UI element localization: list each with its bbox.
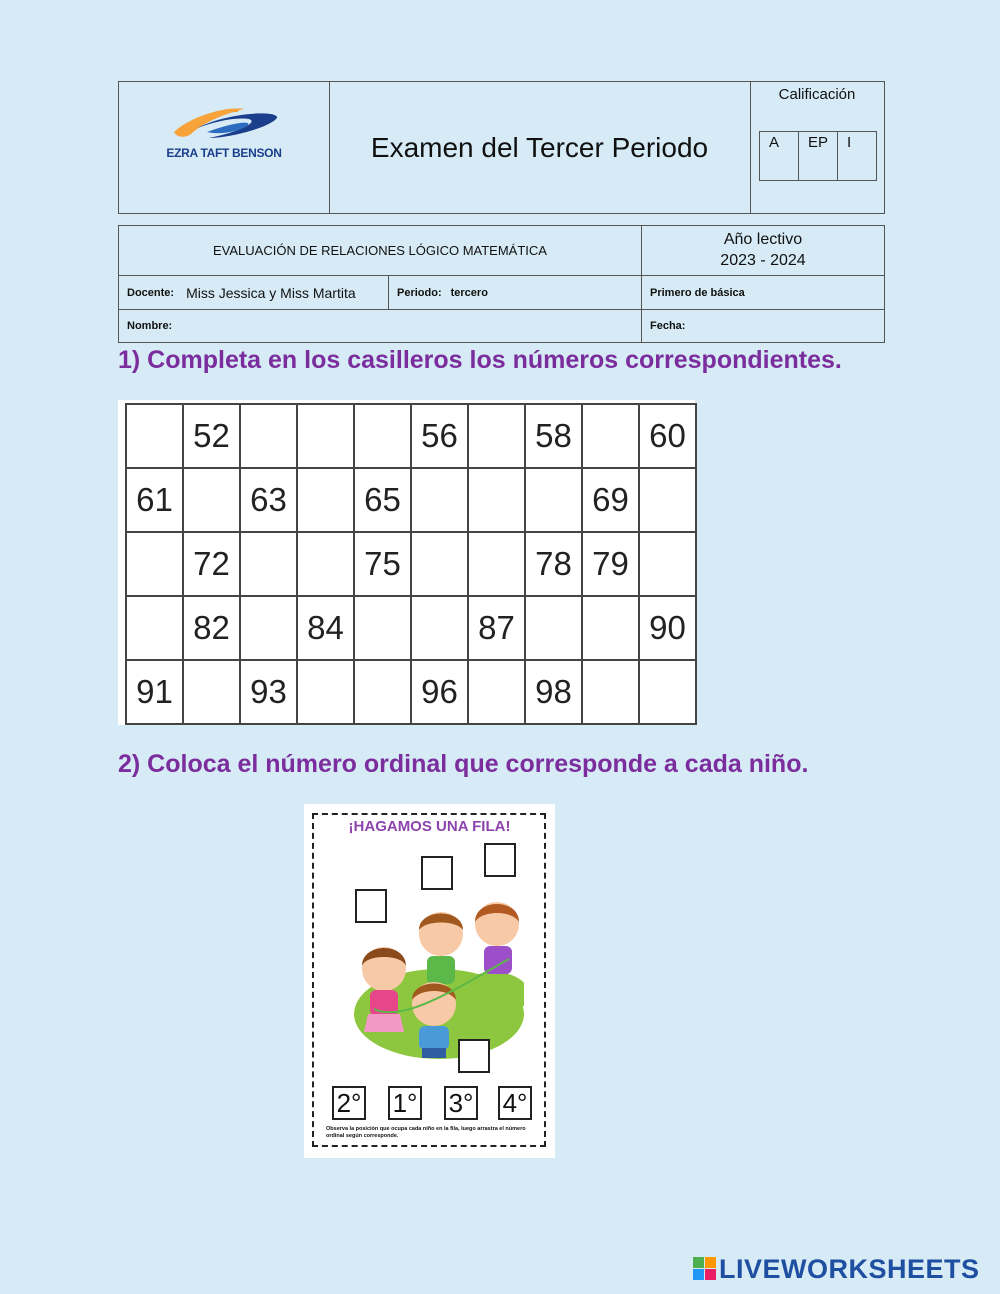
grid-cell-empty[interactable] (526, 469, 583, 533)
question-1-heading: 1) Completa en los casilleros los números correspondientes. (118, 346, 842, 374)
grid-cell-empty[interactable] (298, 533, 355, 597)
picture-title: ¡HAGAMOS UNA FILA! (348, 818, 511, 835)
school-logo (119, 82, 330, 213)
grid-cell-empty[interactable] (241, 597, 298, 661)
grid-cell-filled: 75 (355, 533, 412, 597)
grid-cell-empty[interactable] (355, 661, 412, 725)
grid-cell-filled: 78 (526, 533, 583, 597)
grid-cell-empty[interactable] (469, 469, 526, 533)
grade-option-i: I (847, 134, 852, 151)
grid-cell-empty[interactable] (127, 405, 184, 469)
grade-section (750, 82, 884, 213)
liveworksheets-brand-name: LIVEWORKSHEETS (719, 1253, 980, 1284)
grid-cell-empty[interactable] (241, 405, 298, 469)
grid-cell-filled: 82 (184, 597, 241, 661)
year-label: Año lectivo (723, 231, 803, 248)
grid-cell-empty[interactable] (469, 533, 526, 597)
grid-cell-empty[interactable] (298, 661, 355, 725)
ordinal-option-2[interactable]: 2° (332, 1086, 366, 1120)
teacher-label: Docente: (127, 286, 175, 299)
grid-cell-empty[interactable] (184, 661, 241, 725)
ordinal-option-1[interactable]: 1° (388, 1086, 422, 1120)
grid-cell-empty[interactable] (640, 469, 697, 533)
grid-cell-filled: 96 (412, 661, 469, 725)
ordinal-option-4[interactable]: 4° (498, 1086, 532, 1120)
school-name: EZRA TAFT BENSON (166, 146, 282, 160)
date-cell[interactable] (642, 310, 884, 342)
grid-cell-filled: 52 (184, 405, 241, 469)
teacher-value: Miss Jessica y Miss Martita (186, 284, 356, 301)
grid-cell-empty[interactable] (412, 469, 469, 533)
grid-cell-empty[interactable] (127, 533, 184, 597)
info-row-2 (119, 276, 884, 310)
grid-cell-filled: 93 (241, 661, 298, 725)
date-label: Fecha: (650, 320, 686, 332)
grid-cell-empty[interactable] (298, 469, 355, 533)
exam-header (118, 81, 885, 214)
grid-cell-empty[interactable] (355, 405, 412, 469)
grid-cell-filled: 79 (583, 533, 640, 597)
grade-option-ep: EP (799, 132, 838, 180)
info-row-1 (119, 226, 884, 276)
grid-cell-empty[interactable] (640, 661, 697, 725)
question-2-heading: 2) Coloca el número ordinal que corresponde a cada niño. (118, 750, 809, 778)
grid-cell-empty[interactable] (583, 661, 640, 725)
picture-instruction: Observa la posición que ocupa cada niño en la fila, luego arrastra el número ordinal según corresponde. (326, 1126, 526, 1139)
school-year (642, 226, 884, 275)
student-info-table (118, 225, 885, 343)
grid-cell-empty[interactable] (469, 661, 526, 725)
grid-cell-filled: 87 (469, 597, 526, 661)
grid-cell-empty[interactable] (583, 597, 640, 661)
teacher-cell (119, 276, 389, 309)
grid-cell-filled: 84 (298, 597, 355, 661)
grid-cell-empty[interactable] (412, 533, 469, 597)
info-row-3 (119, 310, 884, 342)
name-cell[interactable] (119, 310, 642, 342)
grid-cell-filled: 63 (241, 469, 298, 533)
period-cell (389, 276, 642, 309)
grid-cell-empty[interactable] (127, 597, 184, 661)
period-label: Periodo: (397, 286, 442, 299)
grid-cell-empty[interactable] (640, 533, 697, 597)
grid-cell-empty[interactable] (355, 597, 412, 661)
grade-option-a: A (760, 132, 799, 180)
evaluation-title: EVALUACIÓN DE RELACIONES LÓGICO MATEMÁTICA (119, 226, 642, 275)
grid-cell-empty[interactable] (469, 405, 526, 469)
grid-cell-filled: 91 (127, 661, 184, 725)
grid-cell-empty[interactable] (526, 597, 583, 661)
answer-box-girl-left[interactable] (355, 889, 387, 923)
grid-cell-filled: 58 (526, 405, 583, 469)
grid-cell-empty[interactable] (412, 597, 469, 661)
name-label: Nombre: (127, 320, 173, 332)
grid-cell-filled: 98 (526, 661, 583, 725)
number-grid-card (118, 400, 695, 725)
exam-title: Examen del Tercer Periodo (329, 82, 751, 213)
grid-cell-empty[interactable] (241, 533, 298, 597)
answer-box-boy-middle[interactable] (421, 856, 453, 890)
grid-cell-filled: 60 (640, 405, 697, 469)
answer-box-girl-right[interactable] (484, 843, 516, 877)
grade-label: Calificación (778, 86, 856, 103)
grid-cell-empty[interactable] (298, 405, 355, 469)
period-value: tercero (450, 286, 488, 299)
grid-cell-filled: 69 (583, 469, 640, 533)
grid-cell-empty[interactable] (184, 469, 241, 533)
grade-options (759, 131, 877, 181)
year-value: 2023 - 2024 (720, 252, 806, 269)
grid-cell-filled: 72 (184, 533, 241, 597)
grid-cell-empty[interactable] (583, 405, 640, 469)
liveworksheets-logo-icon (693, 1257, 717, 1281)
liveworksheets-brand (693, 1254, 980, 1284)
grid-cell-filled: 61 (127, 469, 184, 533)
ordinal-option-3[interactable]: 3° (444, 1086, 478, 1120)
ordinal-picture (304, 804, 555, 1158)
grid-cell-filled: 65 (355, 469, 412, 533)
number-grid (125, 403, 697, 725)
answer-box-boy-front[interactable] (458, 1039, 490, 1073)
grade-level: Primero de básica (650, 286, 745, 299)
grid-cell-filled: 90 (640, 597, 697, 661)
grid-cell-filled: 56 (412, 405, 469, 469)
